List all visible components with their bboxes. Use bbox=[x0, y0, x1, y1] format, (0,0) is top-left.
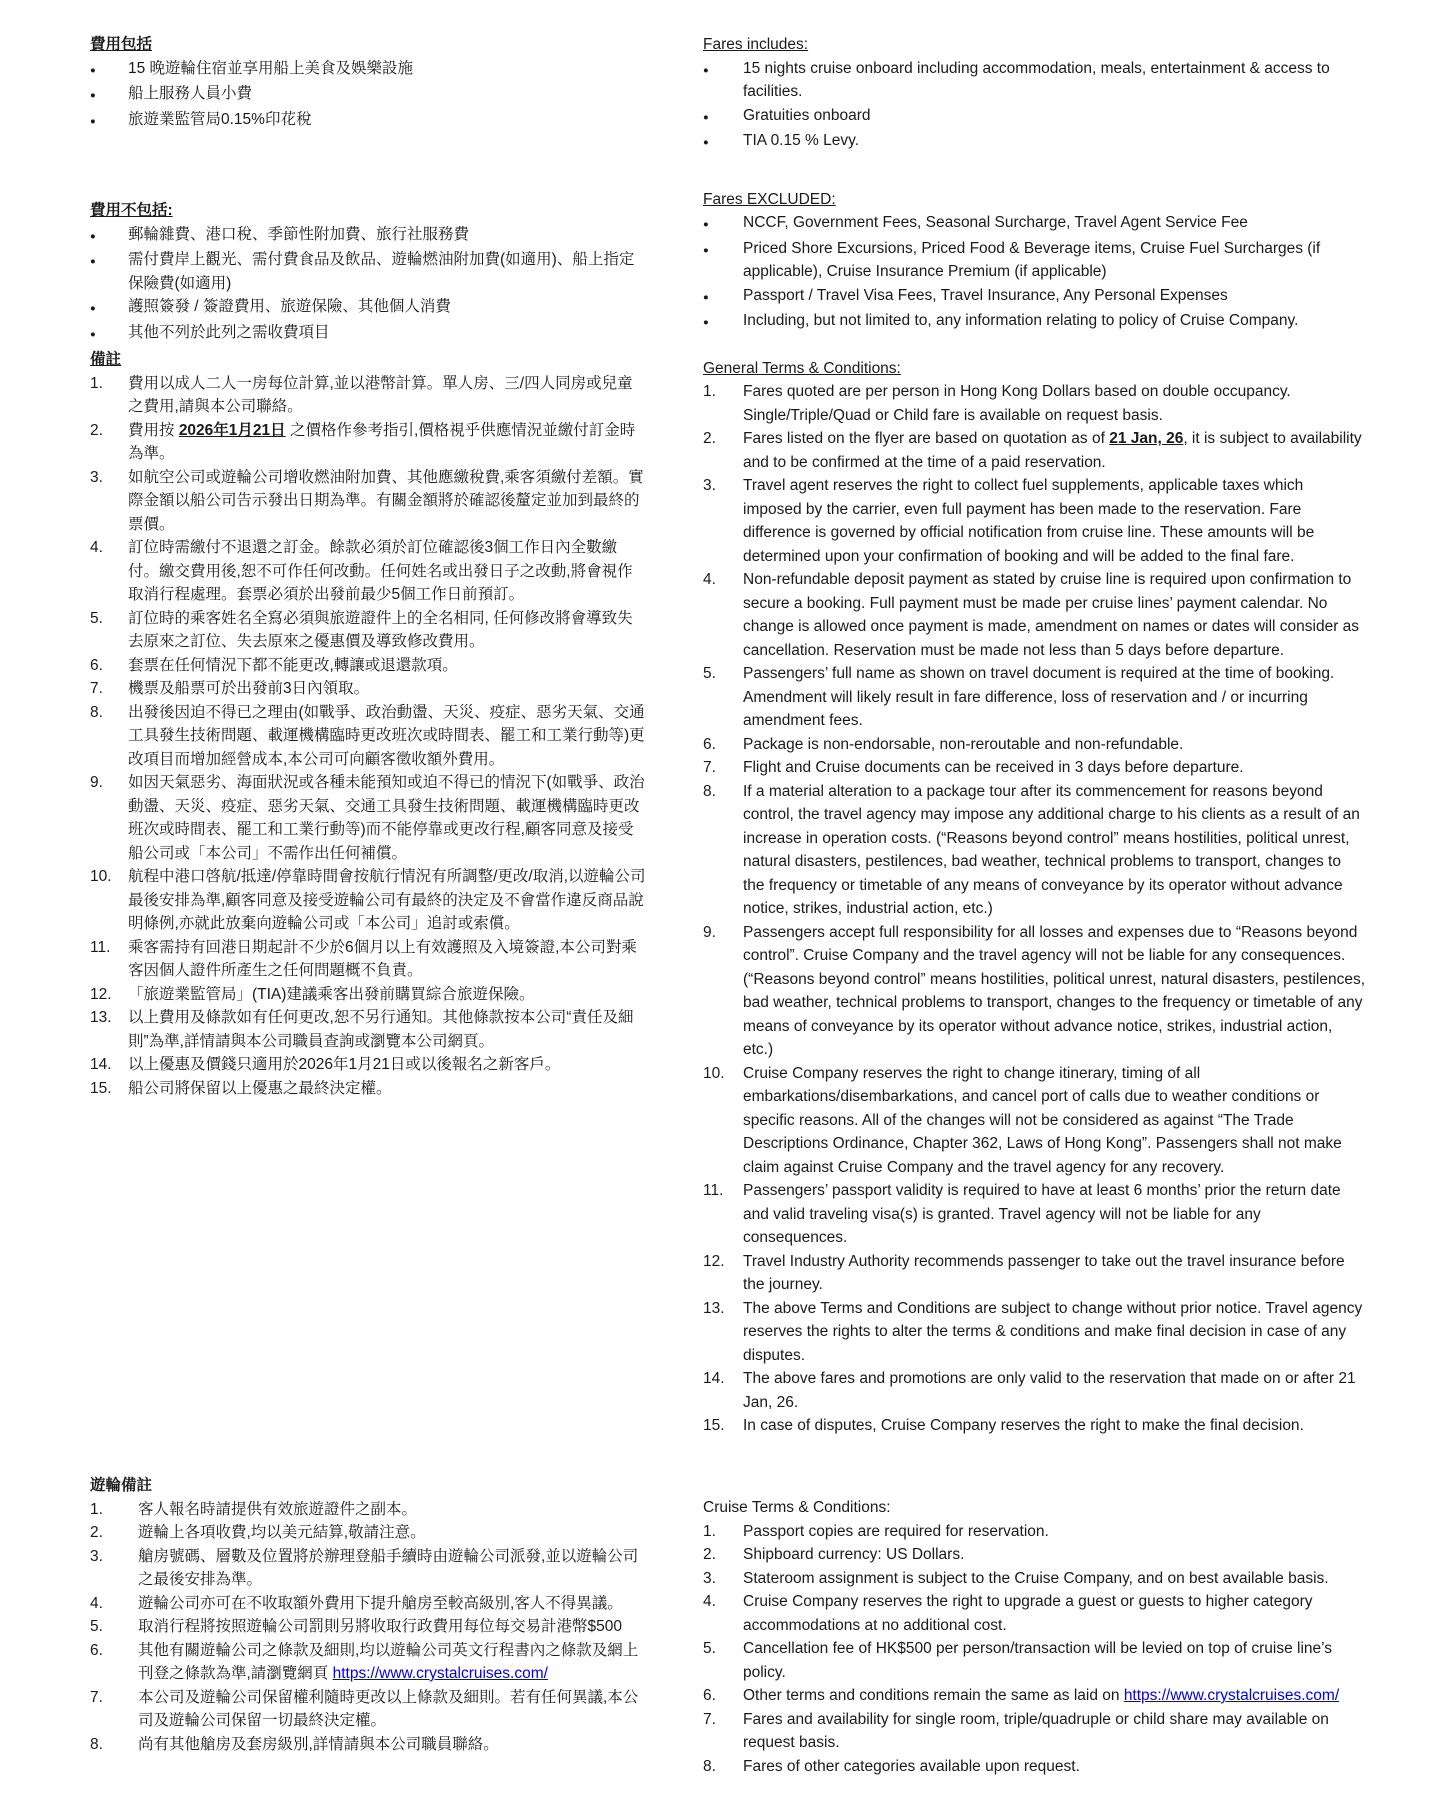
item-number: 10. bbox=[703, 1064, 725, 1082]
list-item bbox=[90, 701, 647, 772]
item-number: 1. bbox=[90, 374, 103, 392]
text-segment: 之價格作參考指引,價格視乎供應情況並繳付訂金時為準。 bbox=[128, 421, 636, 462]
list-item bbox=[703, 756, 1366, 780]
list-item bbox=[90, 1639, 647, 1686]
item-number: 8. bbox=[90, 703, 103, 721]
list-item bbox=[90, 108, 647, 134]
list-item bbox=[703, 1637, 1366, 1684]
item-number: 3. bbox=[90, 1547, 103, 1565]
item-number: 15. bbox=[90, 1079, 112, 1097]
list-item bbox=[703, 211, 1366, 237]
item-text: 「旅遊業監管局」(TIA)建議乘客出發前購買綜合旅遊保險。 bbox=[128, 985, 535, 1003]
section bbox=[90, 199, 647, 346]
item-text: 本公司及遊輪公司保留權利隨時更改以上條款及細則。若有任何異議,本公司及遊輪公司保留一切最終決定權。 bbox=[138, 1688, 639, 1729]
bullet-icon: ● bbox=[90, 256, 96, 267]
list-item bbox=[90, 1545, 647, 1592]
bullet-icon: ● bbox=[703, 111, 709, 123]
item-text: 取消行程將按照遊輪公司罰則另將收取行政費用每位每交易計港幣$500 bbox=[138, 1618, 622, 1635]
item-text: 遊輪公司亦可在不收取額外費用下提升艙房至較高級別,客人不得異議。 bbox=[138, 1594, 623, 1612]
item-number: 6. bbox=[703, 735, 716, 753]
section bbox=[90, 348, 647, 1100]
section bbox=[90, 33, 647, 133]
section-heading: 備註 bbox=[90, 351, 122, 368]
section-heading: 費用不包括: bbox=[90, 202, 173, 219]
section-heading: Fares includes: bbox=[703, 36, 809, 53]
item-text: 乘客需持有回港日期起計不少於6個月以上有效護照及入境簽證,本公司對乘客因個人證件所產生之任何問題概不負責。 bbox=[128, 938, 637, 979]
item-number: 14. bbox=[90, 1056, 112, 1073]
list-item bbox=[90, 1733, 647, 1757]
list-item bbox=[90, 321, 647, 347]
item-text: 航程中港口啓航/抵達/停靠時間會按航行情況有所調整/更改/取消,以遊輪公司最後安排為準,顧客同意及接受遊輪公司有最終的決定及不會當作違反商品說明條例,亦就此放棄向遊輪公司或「本公司」追討或索償。 bbox=[128, 868, 646, 932]
item-text: 15 晚遊輪住宿並享用船上美食及娛樂設施 bbox=[128, 59, 414, 77]
item-number: 7. bbox=[90, 1688, 103, 1706]
bullet-icon: ● bbox=[90, 328, 96, 340]
list-item bbox=[703, 1297, 1366, 1368]
item-text: 訂位時的乘客姓名全寫必須與旅遊證件上的全名相同, 任何修改將會導致失去原來之訂位、失去原來之優惠價及導致修改費用。 bbox=[128, 609, 633, 650]
list-item bbox=[703, 427, 1366, 474]
item-text: Cancellation fee of HK$500 per person/transaction will be levied on top of cruise line’s policy. bbox=[743, 1640, 1337, 1681]
list-item bbox=[90, 1498, 647, 1522]
section-heading: 費用包括 bbox=[90, 36, 153, 53]
section bbox=[90, 1474, 647, 1756]
item-number: 2. bbox=[90, 421, 103, 439]
list-item bbox=[90, 223, 647, 249]
item-text: Package is non-endorsable, non-reroutable and non-refundable. bbox=[743, 735, 1184, 753]
item-text: 需付費岸上觀光、需付費食品及飲品、遊輪燃油附加費(如適用)、船上指定保險費(如適用) bbox=[128, 251, 635, 292]
list-item bbox=[90, 865, 647, 936]
list-item bbox=[90, 536, 647, 607]
section-heading: Cruise Terms & Conditions: bbox=[703, 1499, 891, 1516]
list-item bbox=[703, 1590, 1366, 1637]
list-item bbox=[90, 372, 647, 419]
item-text: Travel agent reserves the right to collect fuel supplements, applicable taxes which imposed by the carrier, even full payment has been made to the reservation. Fare difference is governed by official notification from cruise line. These amounts will be determined upon your confirmation of booking and will be added to the final fare. bbox=[743, 477, 1319, 565]
bullet-icon: ● bbox=[90, 90, 96, 101]
list-item bbox=[703, 780, 1366, 921]
section bbox=[703, 1496, 1366, 1778]
list-item bbox=[703, 1367, 1366, 1414]
list-item bbox=[703, 380, 1366, 427]
list-item bbox=[90, 57, 647, 83]
item-text: Shipboard currency: US Dollars. bbox=[743, 1546, 965, 1563]
bullet-icon: ● bbox=[703, 219, 709, 230]
item-text: If a material alteration to a package tour after its commencement for reasons beyond control, the travel agency may impose any additional charge to his clients as a result of an increase in operation costs. (“Reasons beyond control” means hostilities, political unrest, natural disasters, pestilences, bad weather, technical problems to transport, changes to the frequency or timetable of any means of conveyance by its operator without advance notice, strikes, industrial action, etc.) bbox=[743, 782, 1365, 917]
item-text: Flight and Cruise documents can be received in 3 days before departure. bbox=[743, 759, 1244, 776]
list-item bbox=[703, 129, 1366, 155]
list-item bbox=[703, 1567, 1366, 1591]
item-text: 以上費用及條款如有任何更改,恕不另行通知。其他條款按本公司“責任及細則”為準,詳情請與本公司職員查詢或瀏覽本公司網頁。 bbox=[128, 1009, 634, 1050]
item-text: Passengers accept full responsibility for all losses and expenses due to “Reasons beyond control”. Cruise Company and the travel agency will not be liable for any consequences. (“Reasons beyond control” means hostilities, political unrest, natural disasters, pestilences, bad weather, technical problems to transport, changes to the frequency or timetable of any means of conveyance by its operator without advance notice, strikes, industrial action, etc.) bbox=[743, 923, 1370, 1058]
section-heading: Fares EXCLUDED: bbox=[703, 190, 836, 208]
crystal-cruises-link[interactable]: https://www.crystalcruises.com/ bbox=[332, 1665, 548, 1682]
item-text: 訂位時需繳付不退還之訂金。餘款必須於訂位確認後3個工作日內全數繳付。繳交費用後,恕不可作任何改動。任何姓名或出發日子之改動,將會視作取消行程處理。套票必須於出發前最少5個工作日前預訂。 bbox=[128, 539, 633, 603]
item-text: 以上優惠及價錢只適用於2026年1月21日或以後報名之新客戶。 bbox=[128, 1056, 561, 1073]
item-text: Cruise Company reserves the right to upgrade a guest or guests to higher category accommodations at no additional cost. bbox=[743, 1593, 1317, 1634]
item-text: 護照簽發 / 簽證費用、旅遊保險、其他個人消費 bbox=[128, 298, 451, 315]
item-number: 3. bbox=[90, 468, 103, 486]
item-number: 11. bbox=[90, 938, 111, 956]
item-text bbox=[138, 1639, 647, 1686]
list-item bbox=[703, 1179, 1366, 1250]
crystal-cruises-link[interactable]: https://www.crystalcruises.com/ bbox=[1123, 1687, 1340, 1704]
item-text: 15 nights cruise onboard including accommodation, meals, entertainment & access to facilities. bbox=[743, 59, 1335, 100]
item-text: Priced Shore Excursions, Priced Food & Beverage items, Cruise Fuel Surcharges (if applicable), Cruise Insurance Premium (if applicable) bbox=[743, 239, 1325, 280]
item-text: Passengers’ full name as shown on travel document is required at the time of booking. Amendment will likely result in fare difference, loss of reservation and / or incurring amendment fees. bbox=[743, 665, 1338, 729]
list-item bbox=[90, 1053, 647, 1077]
item-text: Passengers’ passport validity is required to have at least 6 months’ prior the return date and valid traveling visa(s) is granted. Travel agency will not be liable for any consequences. bbox=[743, 1182, 1345, 1246]
item-number: 11. bbox=[703, 1182, 724, 1199]
list-item bbox=[703, 662, 1366, 733]
section bbox=[703, 33, 1366, 155]
item-text: 旅遊業監管局0.15%印花稅 bbox=[128, 110, 312, 128]
list-item bbox=[703, 1708, 1366, 1755]
item-number: 4. bbox=[703, 1593, 716, 1610]
item-number: 3. bbox=[703, 1569, 716, 1587]
item-text: Cruise Company reserves the right to change itinerary, timing of all embarkations/disembarkations, and cancel port of calls due to weather conditions or specific reasons. All of the changes will not be considered as against “The Trade Descriptions Ordinance, Chapter 362, Laws of Hong Kong”. Passengers shall not make claim against Cruise Company and the travel agency for any recovery. bbox=[743, 1064, 1347, 1176]
list-item bbox=[703, 1250, 1366, 1297]
item-number: 4. bbox=[703, 571, 716, 588]
item-number: 15. bbox=[703, 1417, 725, 1434]
item-number: 2. bbox=[703, 430, 716, 447]
item-text: 如航空公司或遊輪公司增收燃油附加費、其他應繳稅費,乘客須繳付差額。實際金額以船公司告示發出日期為準。有關金額將於確認後釐定並加到最終的票價。 bbox=[128, 468, 644, 533]
list-item bbox=[90, 771, 647, 865]
item-text: NCCF, Government Fees, Seasonal Surcharge, Travel Agent Service Fee bbox=[743, 214, 1248, 231]
list-item bbox=[90, 983, 647, 1007]
text-segment: 2026年1月21日 bbox=[178, 421, 286, 439]
list-item bbox=[90, 936, 647, 983]
item-number: 5. bbox=[90, 609, 103, 627]
list-item bbox=[703, 284, 1366, 310]
list-item bbox=[90, 1077, 647, 1101]
text-segment: Fares listed on the flyer are based on quotation as of bbox=[743, 430, 1110, 447]
list-item bbox=[703, 1543, 1366, 1567]
item-text: 其他不列於此列之需收費項目 bbox=[128, 323, 330, 341]
item-number: 7. bbox=[90, 680, 103, 697]
item-number: 6. bbox=[703, 1687, 716, 1704]
item-text: TIA 0.15 % Levy. bbox=[743, 132, 860, 149]
item-text: 出發後因迫不得已之理由(如戰爭、政治動盪、天災、疫症、惡劣天氣、交通工具發生技術問題、載運機構臨時更改班次或時間表、罷工和工業行動等)更改項目而增加經營成本,本公司可向顧客徵收額外費用。 bbox=[128, 703, 645, 768]
list-item bbox=[90, 1686, 647, 1733]
text-segment: 其他有關遊輪公司之條款及細則,均以遊輪公司英文行程書內之條款及網上刊登之條款為準,請瀏覽網頁 bbox=[138, 1641, 639, 1682]
item-text: Fares quoted are per person in Hong Kong Dollars based on double occupancy. Single/Triple/Quad or Child fare is available on request basis. bbox=[743, 383, 1296, 424]
list-item bbox=[90, 654, 647, 678]
item-text: The above fares and promotions are only valid to the reservation that made on or after 21 Jan, 26. bbox=[743, 1370, 1360, 1411]
list-item bbox=[703, 237, 1366, 284]
item-number: 3. bbox=[703, 477, 716, 494]
item-text: 套票在任何情況下都不能更改,轉讓或退還款項。 bbox=[128, 656, 458, 674]
item-text: Passport copies are required for reservation. bbox=[743, 1522, 1049, 1540]
item-number: 1. bbox=[703, 383, 716, 400]
bullet-icon: ● bbox=[90, 230, 96, 242]
item-number: 5. bbox=[703, 665, 716, 682]
item-text: 遊輪上各項收費,均以美元結算,敬請注意。 bbox=[138, 1524, 426, 1541]
item-text: Fares of other categories available upon request. bbox=[743, 1757, 1080, 1775]
item-number: 12. bbox=[90, 985, 112, 1003]
list-item bbox=[90, 677, 647, 701]
list-item bbox=[90, 607, 647, 654]
bullet-icon: ● bbox=[90, 64, 96, 76]
list-item bbox=[90, 295, 647, 321]
list-item bbox=[90, 248, 647, 295]
list-item bbox=[90, 1006, 647, 1053]
right-bottom-column bbox=[703, 1496, 1366, 1778]
list-item bbox=[90, 419, 647, 466]
item-number: 10. bbox=[90, 868, 112, 885]
list-item bbox=[90, 466, 647, 537]
item-text: In case of disputes, Cruise Company reserves the right to make the final decision. bbox=[743, 1417, 1304, 1434]
text-segment: Other terms and conditions remain the same as laid on bbox=[743, 1687, 1124, 1704]
list-item bbox=[703, 309, 1366, 335]
list-item bbox=[90, 1592, 647, 1616]
bullet-icon: ● bbox=[703, 64, 709, 76]
bullet-icon: ● bbox=[703, 317, 709, 328]
bullet-icon: ● bbox=[703, 291, 709, 303]
right-top-column bbox=[703, 33, 1370, 1438]
item-number: 13. bbox=[703, 1299, 725, 1317]
item-text: 費用以成人二人一房每位計算,並以港幣計算。單人房、三/四人同房或兒童之費用,請與本公司聯絡。 bbox=[128, 374, 633, 415]
bullet-icon: ● bbox=[90, 303, 96, 314]
item-number: 2. bbox=[90, 1524, 103, 1541]
list-item bbox=[703, 1684, 1366, 1708]
item-text: Fares and availability for single room, triple/quadruple or child share may available on request basis. bbox=[743, 1710, 1334, 1751]
item-text: 艙房號碼、層數及位置將於辦理登船手續時由遊輪公司派發,並以遊輪公司之最後安排為準。 bbox=[138, 1547, 639, 1588]
item-number: 5. bbox=[90, 1618, 103, 1635]
item-text: Stateroom assignment is subject to the Cruise Company, and on best available basis. bbox=[743, 1569, 1329, 1587]
bullet-icon: ● bbox=[90, 115, 96, 127]
item-text: Gratuities onboard bbox=[743, 106, 871, 124]
item-number: 12. bbox=[703, 1252, 725, 1270]
list-item bbox=[703, 1755, 1366, 1779]
item-text: 船公司將保留以上優惠之最終決定權。 bbox=[128, 1079, 392, 1097]
list-item bbox=[703, 57, 1366, 104]
list-item bbox=[90, 1615, 647, 1639]
item-text: Including, but not limited to, any information relating to policy of Cruise Company. bbox=[743, 312, 1299, 329]
item-text: 尚有其他艙房及套房級別,詳情請與本公司職員聯絡。 bbox=[138, 1735, 499, 1753]
item-number: 5. bbox=[703, 1640, 716, 1657]
item-text: Non-refundable deposit payment as stated by cruise line is required upon confirmation to secure a booking. Full payment must be made per cruise lines’ payment calendar. No change is allowed once payment is made, amendment on names or dates will consider as cancellation. Reservation must be made not less than 5 days before departure. bbox=[743, 571, 1364, 659]
item-number: 1. bbox=[90, 1500, 103, 1518]
item-number: 7. bbox=[703, 1710, 716, 1728]
item-text: Passport / Travel Visa Fees, Travel Insurance, Any Personal Expenses bbox=[743, 286, 1228, 304]
item-text bbox=[128, 419, 647, 466]
item-number: 7. bbox=[703, 759, 716, 776]
text-segment: , it is subject to availability and to be confirmed at the time of a paid reservation. bbox=[743, 430, 1366, 471]
list-item bbox=[703, 104, 1366, 130]
list-item bbox=[703, 474, 1366, 568]
list-item bbox=[90, 1521, 647, 1545]
item-text: Travel Industry Authority recommends passenger to take out the travel insurance before the journey. bbox=[743, 1252, 1349, 1293]
section bbox=[703, 357, 1370, 1438]
item-number: 14. bbox=[703, 1370, 725, 1387]
left-bottom-column bbox=[90, 1474, 647, 1756]
item-number: 6. bbox=[90, 656, 103, 674]
item-number: 9. bbox=[90, 774, 103, 791]
item-number: 13. bbox=[90, 1009, 112, 1026]
item-number: 9. bbox=[703, 923, 716, 941]
bullet-icon: ● bbox=[703, 244, 709, 256]
item-text bbox=[743, 427, 1366, 474]
list-item bbox=[703, 733, 1366, 757]
list-item bbox=[703, 1520, 1366, 1544]
list-item bbox=[90, 82, 647, 108]
left-top-column bbox=[90, 33, 647, 1100]
text-segment: 費用按 bbox=[128, 421, 179, 439]
section-heading: General Terms & Conditions: bbox=[703, 359, 901, 377]
item-text: 船上服務人員小費 bbox=[128, 85, 253, 102]
item-text: 郵輪雜費、港口稅、季節性附加費、旅行社服務費 bbox=[128, 225, 470, 243]
list-item bbox=[703, 1062, 1366, 1180]
item-text: 如因天氣惡劣、海面狀況或各種未能預知或迫不得已的情況下(如戰爭、政治動盪、天災、疫症、惡劣天氣、交通工具發生技術問題、載運機構臨時更改班次或時間表、罷工和工業行動等)而不能停靠或更改行程,顧客同意及接受船公司或「本公司」不需作出任何補償。 bbox=[128, 774, 645, 862]
item-number: 4. bbox=[90, 539, 103, 556]
item-number: 2. bbox=[703, 1546, 716, 1563]
bullet-icon: ● bbox=[703, 137, 709, 148]
item-text: The above Terms and Conditions are subject to change without prior notice. Travel agency reserves the rights to alter the terms & conditions and make final decision in case of any disputes. bbox=[743, 1299, 1367, 1364]
list-item bbox=[703, 1414, 1366, 1438]
list-item bbox=[703, 921, 1370, 1062]
item-number: 8. bbox=[703, 782, 716, 800]
item-number: 4. bbox=[90, 1594, 103, 1612]
item-text: 機票及船票可於出發前3日內領取。 bbox=[128, 680, 370, 697]
item-text: 客人報名時請提供有效旅遊證件之副本。 bbox=[138, 1500, 418, 1518]
section-heading: 遊輪備註 bbox=[90, 1477, 153, 1494]
item-number: 1. bbox=[703, 1522, 716, 1540]
item-number: 6. bbox=[90, 1641, 103, 1659]
item-number: 8. bbox=[90, 1735, 103, 1753]
text-segment: 21 Jan, 26 bbox=[1109, 430, 1184, 447]
item-text bbox=[743, 1684, 1366, 1708]
section bbox=[703, 188, 1366, 335]
item-number: 8. bbox=[703, 1757, 716, 1775]
list-item bbox=[703, 568, 1366, 662]
